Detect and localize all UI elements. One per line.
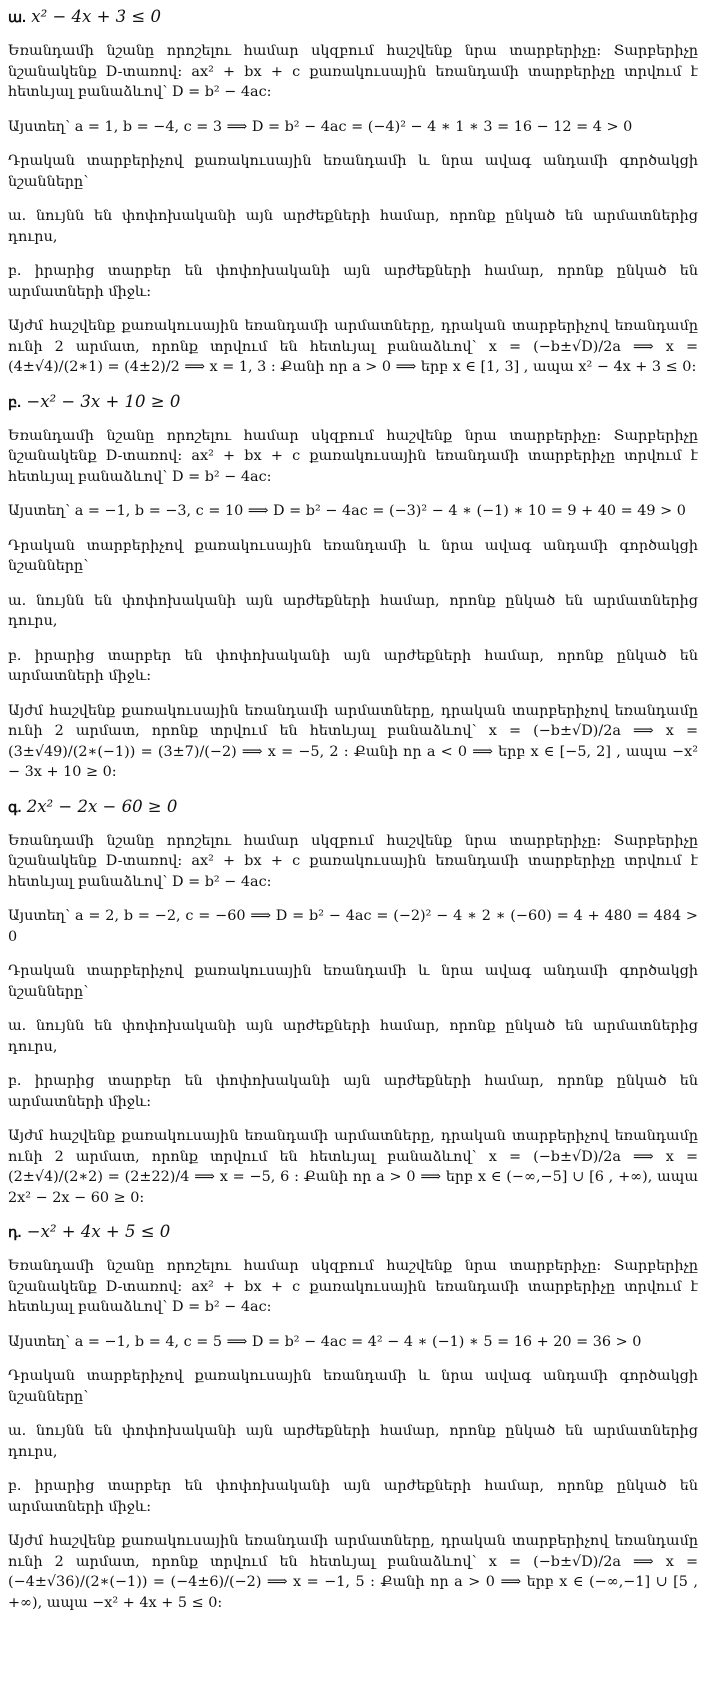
rule-heading: Դրական տարբերիչով քառակուսային եռանդամի և նրա ավագ անդամի գործակցի նշանները՝ [8, 537, 698, 574]
problem-d [8, 1221, 698, 1613]
inequality: x² − 4x + 3 ≤ 0 [31, 7, 161, 26]
problem-letter: ա. [8, 10, 27, 26]
discriminant-paragraph: Այստեղ՝ a = 2, b = −2, c = −60 ⟹ D = b² − 4ac = (−2)² − 4 ∗ 2 ∗ (−60) = 4 + 480 = 484 > 0 [8, 908, 698, 945]
problem-heading [8, 391, 698, 413]
intro-paragraph: Եռանդամի նշանը որոշելու համար սկզբում հաշվենք նրա տարբերիչը: Տարբերիչը նշանակենք D-տառով: ax² + bx + c քառակուսային եռանդամի տարբերիչը տրվում է հետևյալ բանաձևով՝ D = b² − 4ac: [8, 43, 698, 100]
roots-paragraph: Այժմ հաշվենք քառակուսային եռանդամի արմատները, դրական տարբերիչով եռանդամը ունի 2 արմատ, որոնք տրվում են հետևյալ բանաձևով՝ x = (−b±√D)/2a ⟹ x = (4±√4)/(2∗1) = (4±2)/2 ⟹ x = 1, 3 : Քանի որ a > 0 ⟹ երբ x ∈ [1, 3] , ապա x² − 4x + 3 ≤ 0: [8, 318, 698, 375]
intro-paragraph: Եռանդամի նշանը որոշելու համար սկզբում հաշվենք նրա տարբերիչը: Տարբերիչը նշանակենք D-տառով: ax² + bx + c քառակուսային եռանդամի տարբերիչը տրվում է հետևյալ բանաձևով՝ D = b² − 4ac: [8, 832, 698, 890]
problem-c [8, 796, 698, 1209]
roots-paragraph: Այժմ հաշվենք քառակուսային եռանդամի արմատները, դրական տարբերիչով եռանդամը ունի 2 արմատ, որոնք տրվում են հետևյալ բանաձևով՝ x = (−b±√D)/2a ⟹ x = (−4±√36)/(2∗(−1)) = (−4±6)/(−2) ⟹ x = −1, 5 : Քանի որ a > 0 ⟹ երբ x ∈ (−∞,−1] ∪ [5 , +∞), ապա −x² + 4x + 5 ≤ 0: [8, 1533, 698, 1611]
discriminant-paragraph: Այստեղ՝ a = −1, b = 4, c = 5 ⟹ D = b² − 4ac = 4² − 4 ∗ (−1) ∗ 5 = 16 + 20 = 36 > 0 [8, 1333, 642, 1350]
rule-heading: Դրական տարբերիչով քառակուսային եռանդամի և նրա ավագ անդամի գործակցի նշանները՝ [8, 1368, 698, 1405]
rule-a: ա. նույնն են փոփոխականի այն արժեքների համար, որոնք ընկած են արմատներից դուրս, [8, 592, 698, 629]
rule-heading: Դրական տարբերիչով քառակուսային եռանդամի և նրա ավագ անդամի գործակցի նշանները՝ [8, 153, 698, 190]
rule-a: ա. նույնն են փոփոխականի այն արժեքների համար, որոնք ընկած են արմատներից դուրս, [8, 1018, 698, 1055]
problem-heading [8, 1221, 698, 1243]
intro-paragraph: Եռանդամի նշանը որոշելու համար սկզբում հաշվենք նրա տարբերիչը: Տարբերիչը նշանակենք D-տառով: ax² + bx + c քառակուսային եռանդամի տարբերիչը տրվում է հետևյալ բանաձևով՝ D = b² − 4ac: [8, 1258, 698, 1315]
rule-b: բ. իրարից տարբեր են փոփոխականի այն արժեքների համար, որոնք ընկած են արմատների միջև: [8, 647, 698, 684]
problem-letter: գ. [8, 799, 22, 816]
inequality: 2x² − 2x − 60 ≥ 0 [26, 796, 178, 816]
problem-b [8, 391, 698, 783]
discriminant-paragraph: Այստեղ՝ a = 1, b = −4, c = 3 ⟹ D = b² − 4ac = (−4)² − 4 ∗ 1 ∗ 3 = 16 − 12 = 4 > 0 [8, 118, 633, 135]
problem-letter: դ. [8, 1225, 22, 1241]
rule-a: ա. նույնն են փոփոխականի այն արժեքների համար, որոնք ընկած են արմատներից դուրս, [8, 1423, 698, 1460]
inequality: −x² − 3x + 10 ≥ 0 [26, 391, 181, 411]
rule-a: ա. նույնն են փոփոխականի այն արժեքների համար, որոնք ընկած են արմատներից դուրս, [8, 208, 698, 245]
rule-b: բ. իրարից տարբեր են փոփոխականի այն արժեքների համար, որոնք ընկած են արմատների միջև: [8, 263, 698, 300]
intro-paragraph: Եռանդամի նշանը որոշելու համար սկզբում հաշվենք նրա տարբերիչը: Տարբերիչը նշանակենք D-տառով: ax² + bx + c քառակուսային եռանդամի տարբերիչը տրվում է հետևյալ բանաձևով՝ D = b² − 4ac: [8, 427, 698, 485]
rule-heading: Դրական տարբերիչով քառակուսային եռանդամի և նրա ավագ անդամի գործակցի նշանները՝ [8, 963, 698, 1000]
problem-heading [8, 796, 698, 818]
problem-heading [8, 6, 698, 28]
roots-paragraph: Այժմ հաշվենք քառակուսային եռանդամի արմատները, դրական տարբերիչով եռանդամը ունի 2 արմատ, որոնք տրվում են հետևյալ բանաձևով՝ x = (−b±√D)/2a ⟹ x = (3±√49)/(2∗(−1)) = (3±7)/(−2) ⟹ x = −5, 2 : Քանի որ a < 0 ⟹ երբ x ∈ [−5, 2] , ապա −x² − 3x + 10 ≥ 0: [8, 702, 698, 780]
problem-a [8, 6, 698, 378]
inequality: −x² + 4x + 5 ≤ 0 [26, 1222, 171, 1241]
problem-letter: բ. [8, 394, 22, 411]
rule-b: բ. իրարից տարբեր են փոփոխականի այն արժեքների համար, որոնք ընկած են արմատների միջև: [8, 1478, 698, 1515]
roots-paragraph: Այժմ հաշվենք քառակուսային եռանդամի արմատները, դրական տարբերիչով եռանդամը ունի 2 արմատ, որոնք տրվում են հետևյալ բանաձևով՝ x = (−b±√D)/2a ⟹ x = (2±√4)/(2∗2) = (2±22)/4 ⟹ x = −5, 6 : Քանի որ a > 0 ⟹ երբ x ∈ (−∞,−5] ∪ [6 , +∞), ապա 2x² − 2x − 60 ≥ 0: [8, 1128, 698, 1206]
discriminant-paragraph: Այստեղ՝ a = −1, b = −3, c = 10 ⟹ D = b² − 4ac = (−3)² − 4 ∗ (−1) ∗ 10 = 9 + 40 = 49 > 0 [8, 503, 686, 519]
rule-b: բ. իրարից տարբեր են փոփոխականի այն արժեքների համար, որոնք ընկած են արմատների միջև: [8, 1073, 698, 1110]
